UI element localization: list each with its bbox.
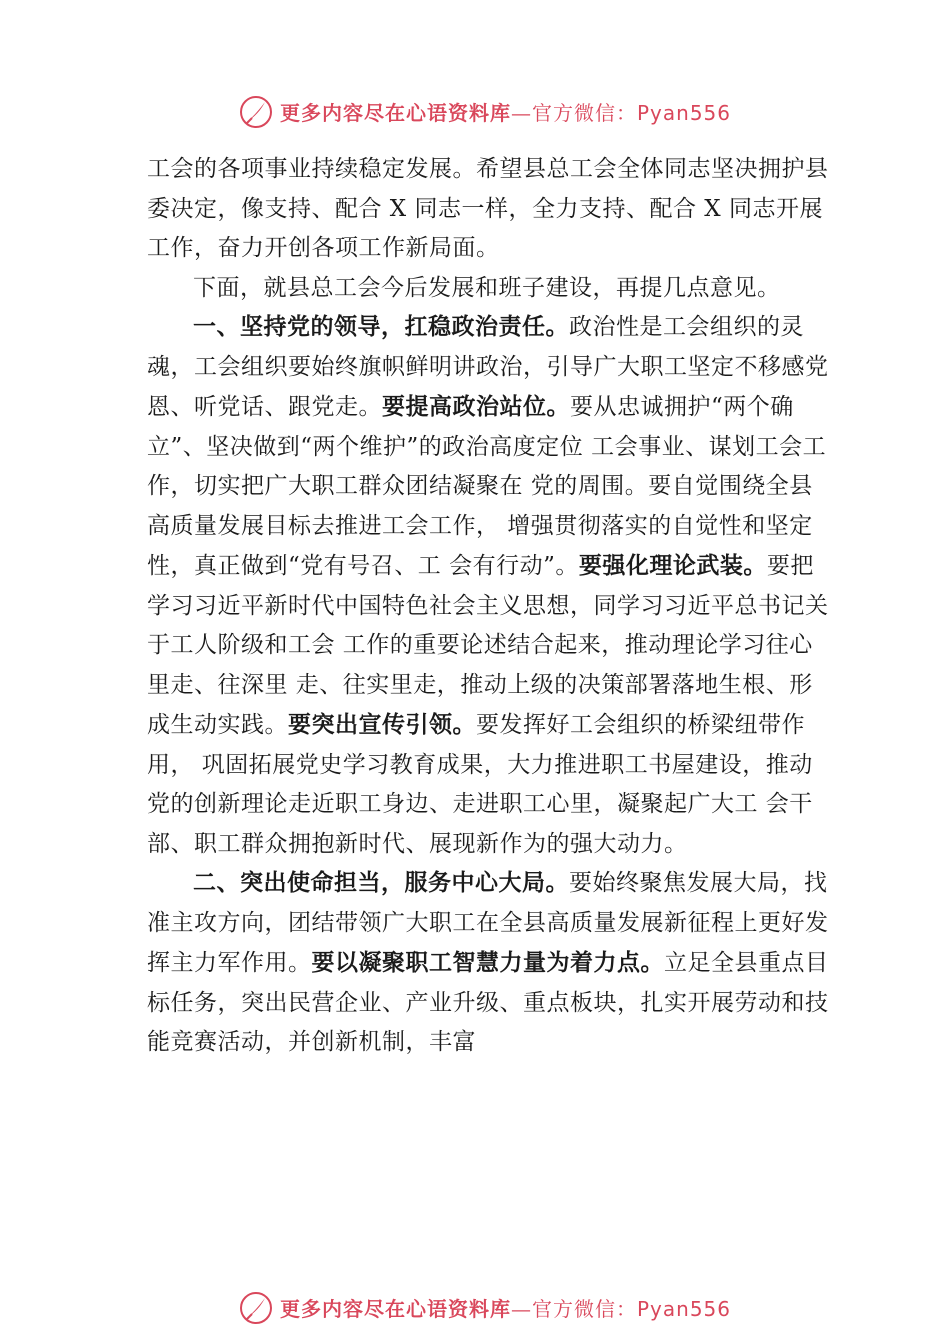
document-body (147, 150, 835, 1063)
section-1 (147, 308, 835, 864)
header-text (280, 99, 731, 128)
section-1-point-1: 要提高政治站位。 (382, 393, 570, 420)
header-separator: —官方微信： (511, 101, 637, 125)
section-1-heading: 一、坚持党的领导，扛稳政治责任。 (193, 314, 569, 340)
section-2-text-2: 立足全县重点目标任务，突出民营企业、产业升级、重点板块，扎实开展劳动和技能竞赛活动，并创新机制，丰富 (147, 950, 829, 1055)
paragraph-2: 下面，就县总工会今后发展和班子建设，再提几点意见。 (193, 274, 781, 301)
footer-separator: —官方微信： (511, 1297, 637, 1321)
section-2-heading: 二、突出使命担当，服务中心大局。 (193, 870, 569, 896)
section-1-text-3: 要把学习习近平新时代中国特色社会主义思想，同学习习近平总书记关于工人阶级和工会 工作的重要论述结合起来，推动理论学习往心里走、往深里 走、往实里走，推动上级的决策部署落地生根、形成生动实践。 (147, 553, 829, 738)
footer-text (280, 1295, 731, 1324)
footer-wechat-id: Pyan556 (637, 1297, 732, 1321)
paragraph-1: 工会的各项事业持续稳定发展。希望县总工会全体同志坚决拥护县委决定，像支持、配合 X 同志一样，全力支持、配合 X 同志开展工作，奋力开创各项工作新局面。 (147, 156, 829, 261)
section-1-text-4: 要发挥好工会组织的桥梁纽带作用， 巩固拓展党史学习教育成果，大力推进职工书屋建设，推动 党的创新理论走近职工身边、走进职工心里，凝聚起广大工 会干部、职工群众拥抱新时代、展现新作为的强大动力。 (147, 712, 813, 857)
header-banner (0, 94, 950, 134)
footer-brand: 更多内容尽在心语资料库 (280, 1297, 511, 1321)
section-2-point-1: 要以凝聚职工智慧力量为着力点。 (311, 949, 664, 976)
header-brand: 更多内容尽在心语资料库 (280, 101, 511, 125)
section-2-text-1: 要始终聚焦发展大局，找准主攻方向，团结带领广大职工在全县高质量发展新征程上更好发挥主力军作用。 (147, 870, 829, 976)
header-wechat-id: Pyan556 (637, 101, 732, 125)
section-1-point-3: 要突出宣传引领。 (288, 711, 476, 738)
footer-banner (0, 1290, 950, 1330)
feather-pen-logo-icon (238, 94, 274, 130)
feather-pen-logo-icon (238, 1290, 274, 1326)
section-1-point-2: 要强化理论武装。 (578, 552, 767, 579)
section-1-text-2: 要从忠诚拥护“两个确立”、坚决做到“两个维护”的政治高度定位 工会事业、谋划工会工作，切实把广大职工群众团结凝聚在 党的周围。要自觉围绕全县高质量发展目标去推进工会工作， 增强贯彻落实的自觉性和坚定性，真正做到“党有号召、工 会有行动”。 (147, 394, 827, 579)
section-2 (147, 864, 835, 1063)
section-1-text-1: 政治性是工会组织的灵魂，工会组织要始终旗帜鲜明讲政治，引导广大职工坚定不移感党恩、听党话、跟党走。 (147, 314, 829, 420)
